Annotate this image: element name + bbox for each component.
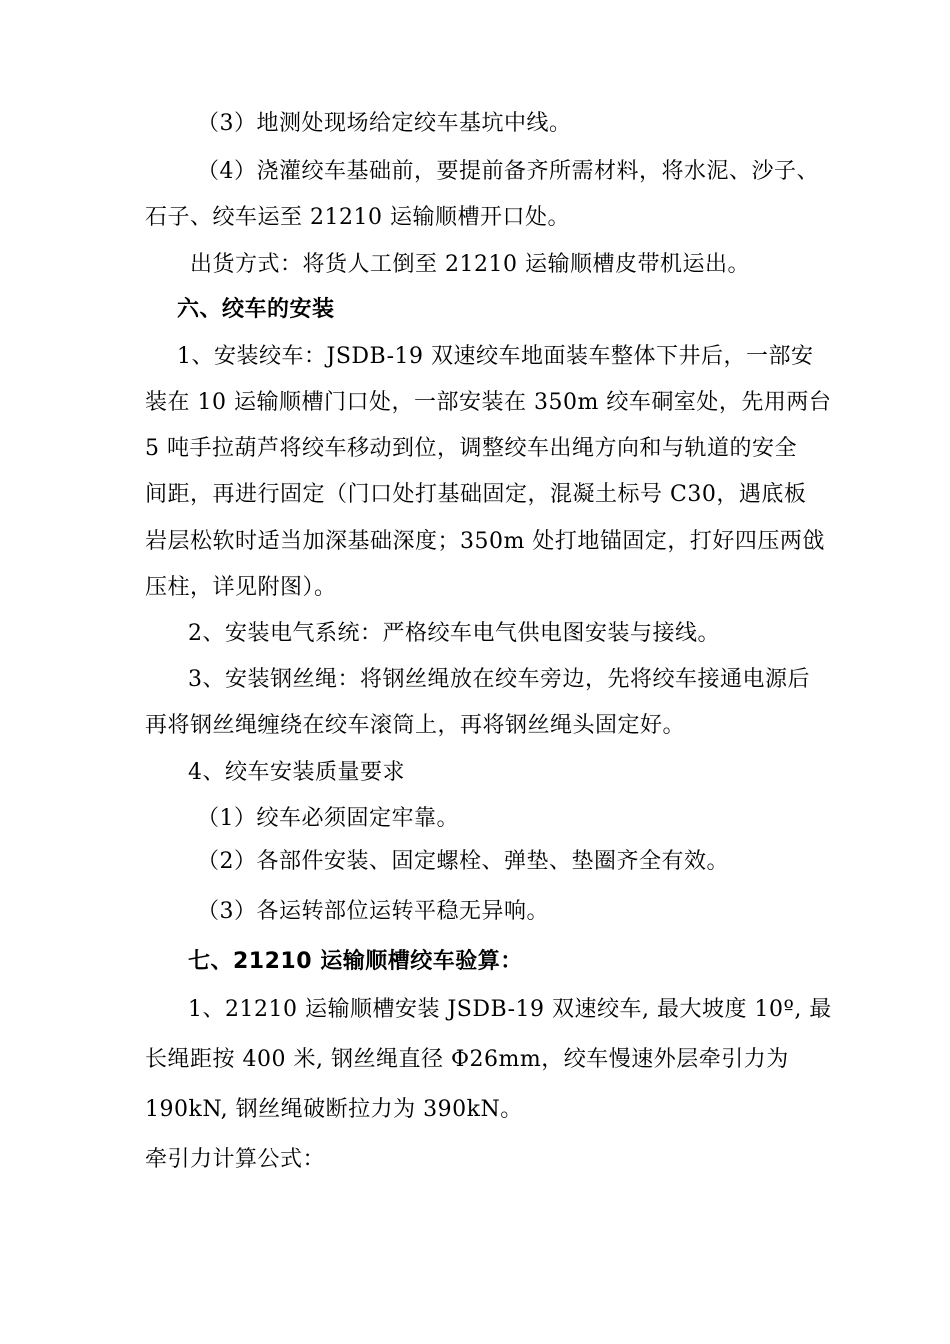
paragraph-line: 压柱，详见附图）。: [145, 575, 337, 600]
paragraph-line: 牵引力计算公式：: [145, 1147, 326, 1172]
paragraph-line: 4、绞车安装质量要求: [188, 760, 405, 785]
paragraph-line: （2）各部件安装、固定螺栓、弹垫、垫圈齐全有效。: [197, 849, 729, 874]
paragraph-line: （3）地测处现场给定绞车基坑中线。: [197, 111, 572, 136]
paragraph-line: （3）各运转部位运转平稳无异响。: [197, 899, 549, 924]
section-heading: 六、绞车的安装: [177, 297, 335, 322]
paragraph-line: 190kN, 钢丝绳破断拉力为 390kN。: [145, 1097, 523, 1122]
paragraph-line: 石子、绞车运至 21210 运输顺槽开口处。: [145, 205, 570, 230]
paragraph-line: 3、安装钢丝绳：将钢丝绳放在绞车旁边，先将绞车接通电源后: [188, 667, 810, 692]
paragraph-line: 2、安装电气系统：严格绞车电气供电图安装与接线。: [188, 621, 720, 646]
paragraph-line: （4）浇灌绞车基础前，要提前备齐所需材料，将水泥、沙子、: [197, 159, 819, 184]
paragraph-line: 长绳距按 400 米, 钢丝绳直径 Φ26mm，绞车慢速外层牵引力为: [145, 1047, 789, 1072]
paragraph-line: （1）绞车必须固定牢靠。: [197, 806, 459, 831]
section-heading: 七、21210 运输顺槽绞车验算：: [188, 949, 523, 974]
paragraph-line: 出货方式：将货人工倒至 21210 运输顺槽皮带机运出。: [190, 252, 750, 277]
paragraph-line: 岩层松软时适当加深基础深度；350m 处打地锚固定，打好四压两戗: [145, 529, 825, 554]
paragraph-line: 5 吨手拉葫芦将绞车移动到位，调整绞车出绳方向和与轨道的安全: [145, 436, 797, 461]
paragraph-line: 间距，再进行固定（门口处打基础固定，混凝土标号 C30，遇底板: [145, 482, 807, 507]
paragraph-line: 1、21210 运输顺槽安装 JSDB-19 双速绞车, 最大坡度 10º, 最: [188, 997, 832, 1022]
paragraph-line: 再将钢丝绳缠绕在绞车滚筒上，再将钢丝绳头固定好。: [145, 713, 686, 738]
paragraph-line: 1、安装绞车：JSDB-19 双速绞车地面装车整体下井后，一部安: [177, 344, 814, 369]
paragraph-line: 装在 10 运输顺槽门口处，一部安装在 350m 绞车硐室处，先用两台: [145, 390, 832, 415]
